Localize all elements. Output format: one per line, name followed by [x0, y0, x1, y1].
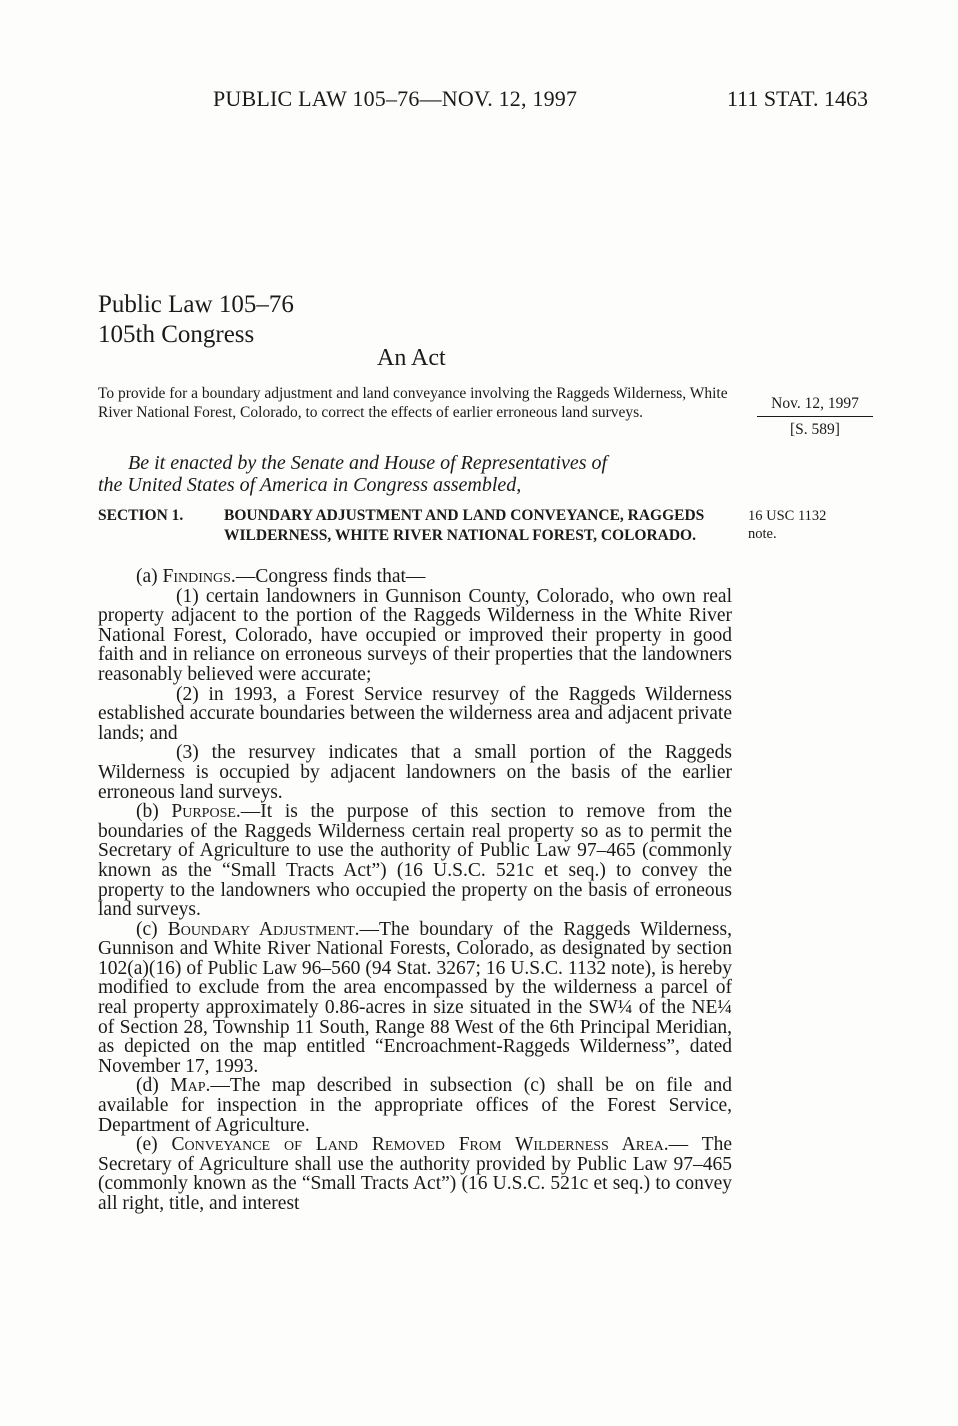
- subsection-b: [98, 802, 732, 920]
- usc-margin-note: [748, 507, 858, 543]
- enacting-clause: [98, 452, 738, 496]
- subsection-e-heading: Conveyance of Land Removed From Wilderness Area.: [171, 1134, 669, 1156]
- statute-reference: 111 STAT. 1463: [726, 86, 868, 111]
- subsection-d-text: —The map described in subsection (c) shall be on file and available for inspection in the appropriate offices of the Forest Service, Department of Agriculture.: [98, 1075, 732, 1136]
- enactment-date: Nov. 12, 1997: [771, 395, 859, 412]
- subsection-d: [98, 1076, 732, 1135]
- subsection-c-text: —The boundary of the Raggeds Wilderness, Gunnison and White River National Forests, Colorado, as designated by section 102(a)(16) of Public Law 96–560 (94 Stat. 3267; 16 U.S.C. 1132 note), is hereby modified to exclude from the area encompassed by the wilderness a parcel of real property approximately 0.86-acres in size situated in the SW¼ of the NE¼ of Section 28, Township 11 South, Range 88 West of the 6th Principal Meridian, as depicted on the map entitled “Encroachment-Raggeds Wilderness”, dated November 17, 1993.: [98, 918, 732, 1077]
- paragraph-a1: (1) certain landowners in Gunnison County, Colorado, who own real property adjacent to the portion of the Raggeds Wilderness in the White River National Forest, Colorado, have occupied or improved their property in good faith and in reliance on erroneous surveys of their properties that the landowners reasonably believed were accurate;: [98, 585, 732, 685]
- section-title: BOUNDARY ADJUSTMENT AND LAND CONVEYANCE, RAGGEDS WILDERNESS, WHITE RIVER NATIONAL FOREST, COLORADO.: [224, 507, 705, 544]
- enacting-line-1: Be it enacted by the Senate and House of Representatives of: [128, 452, 608, 474]
- paragraph-a2: (2) in 1993, a Forest Service resurvey of the Raggeds Wilderness established accurate boundaries between the wilderness area and adjacent private lands; and: [98, 683, 732, 744]
- margin-rule: [757, 416, 873, 417]
- subsection-a-label: (a): [136, 566, 163, 587]
- section-label: SECTION 1.: [98, 507, 184, 524]
- subsection-c: [98, 920, 732, 1077]
- subsection-a-lead: —Congress finds that—: [235, 566, 426, 587]
- act-purpose: To provide for a boundary adjustment and land conveyance involving the Raggeds Wilderness, White River National Forest, Colorado, to correct the effects of earlier erroneous land surveys.: [98, 385, 728, 421]
- bill-number: [S. 589]: [790, 421, 840, 438]
- subsection-d-label: (d): [136, 1075, 171, 1097]
- subsection-e-text: — The Secretary of Agriculture shall use the authority provided by Public Law 97–465 (commonly known as the “Small Tracts Act”) (16 U.S.C. 521c et seq.) to convey all right, title, and interest: [98, 1134, 732, 1214]
- subsection-a-heading: Findings.: [162, 566, 236, 587]
- law-title-block: [98, 290, 294, 350]
- usc-citation: 16 USC 1132: [748, 508, 827, 524]
- subsection-b-heading: Purpose.: [171, 801, 241, 823]
- usc-note-label: note.: [748, 526, 777, 542]
- law-number: Public Law 105–76: [98, 291, 294, 318]
- subsection-b-text: —It is the purpose of this section to remove from the boundaries of the Raggeds Wilderness certain real property so as to permit the Secretary of Agriculture to use the authority of Public Law 97–465 (commonly known as the “Small Tracts Act”) (16 U.S.C. 521c et seq.) to convey the property to the landowners who occupied the property on the basis of erroneous land surveys.: [98, 801, 732, 921]
- margin-date-note: [760, 394, 870, 440]
- section-heading: [98, 506, 738, 546]
- subsection-e: [98, 1135, 732, 1213]
- enacting-line-2: the United States of America in Congress assembled,: [98, 474, 522, 496]
- act-heading: An Act: [377, 345, 446, 371]
- subsection-e-label: (e): [136, 1134, 172, 1156]
- subsection-c-heading: Boundary Adjustment.: [167, 918, 360, 940]
- subsection-a: [98, 567, 732, 587]
- paragraph-a3: (3) the resurvey indicates that a small portion of the Raggeds Wilderness is occupied by adjacent landowners on the basis of the earlier erroneous land surveys.: [98, 742, 732, 803]
- subsection-d-heading: Map.: [170, 1075, 211, 1097]
- running-head: PUBLIC LAW 105–76—NOV. 12, 1997: [213, 86, 578, 111]
- subsection-c-label: (c): [136, 918, 168, 940]
- subsection-b-label: (b): [136, 801, 172, 823]
- congress-number: 105th Congress: [98, 321, 255, 348]
- section-body: [98, 567, 732, 1214]
